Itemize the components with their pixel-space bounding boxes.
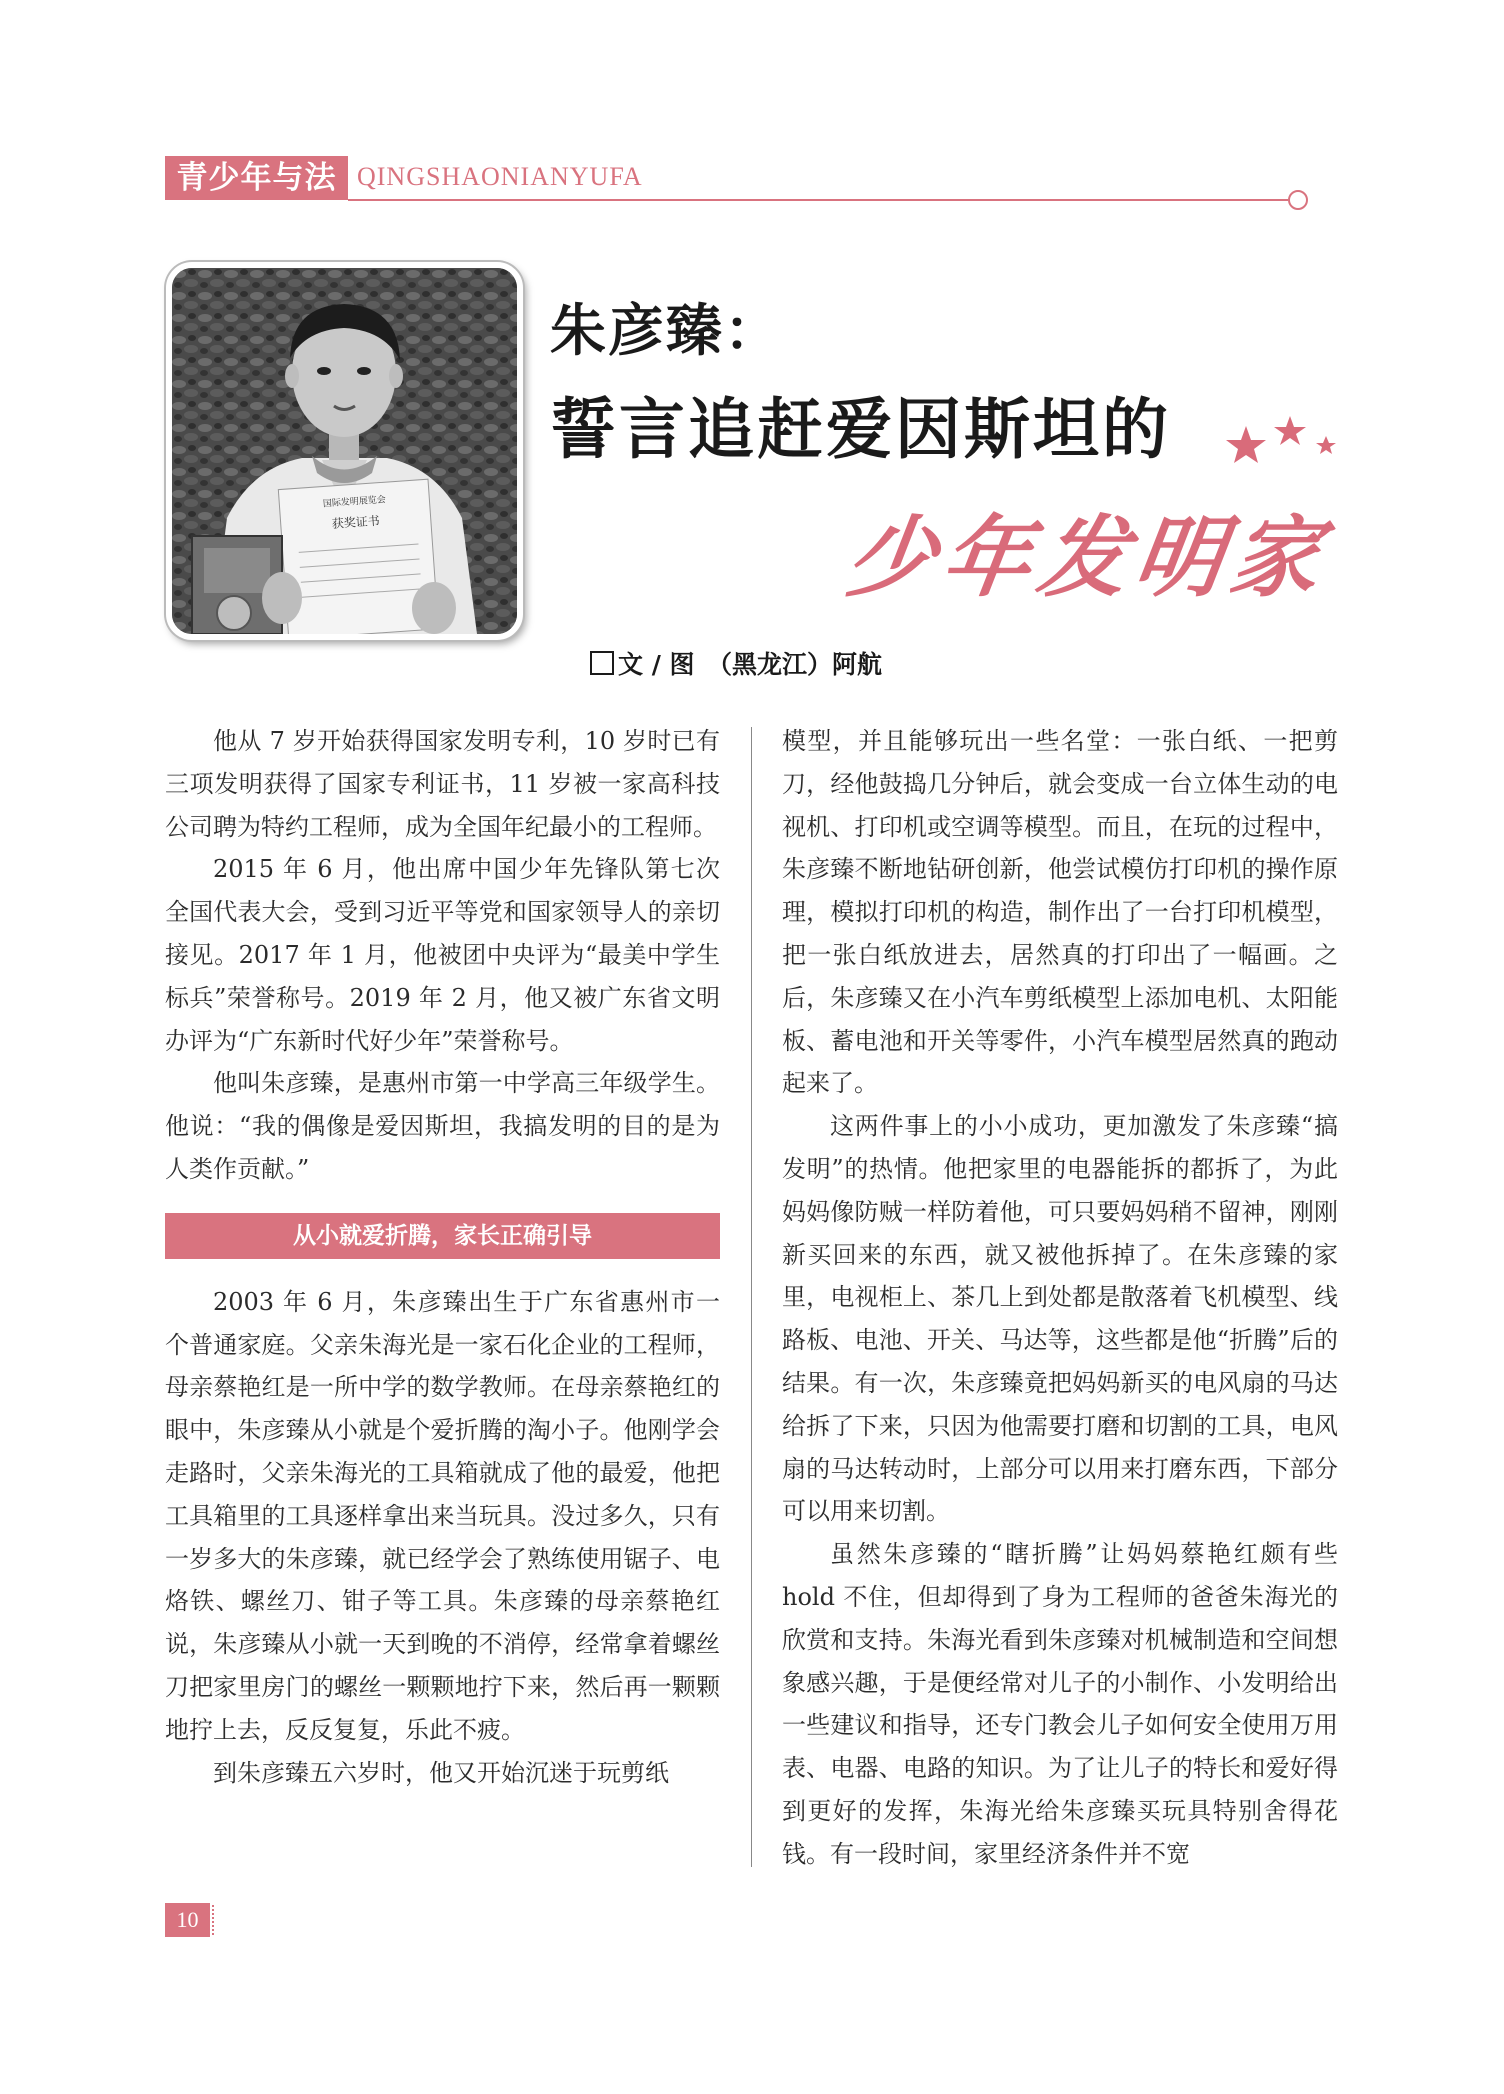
byline-text: 文 / 图 （黑龙江）阿航 <box>618 650 883 679</box>
portrait-illustration <box>172 268 517 634</box>
section-heading: 从小就爱折腾，家长正确引导 <box>165 1213 720 1259</box>
paragraph: 他叫朱彦臻，是惠州市第一中学高三年级学生。他说：“我的偶像是爱因斯坦，我搞发明的目的是为人类作贡献。” <box>165 1069 720 1183</box>
paragraph: 到朱彦臻五六岁时，他又开始沉迷于玩剪纸 <box>213 1758 669 1787</box>
header-rule <box>348 199 1288 201</box>
left-column <box>165 720 720 1794</box>
article-title-line2: 誓言追赶爱因斯坦的 <box>550 390 1171 468</box>
paragraph: 2003 年 6 月，朱彦臻出生于广东省惠州市一个普通家庭。父亲朱海光是一家石化企业的工程师，母亲蔡艳红是一所中学的数学教师。在母亲蔡艳红的眼中，朱彦臻从小就是个爱折腾的淘小子。他刚学会走路时，父亲朱海光的工具箱就成了他的最爱，他把工具箱里的工具逐样拿出来当玩具。没过多久，只有一岁多大的朱彦臻，就已经学会了熟练使用锯子、电烙铁、螺丝刀、钳子等工具。朱彦臻的母亲蔡艳红说，朱彦臻从小就一天到晚的不消停，经常拿着螺丝刀把家里房门的螺丝一颗颗地拧下来，然后再一颗颗地拧上去，反反复复，乐此不疲。 <box>165 1287 720 1744</box>
article-title-line3: 少年发明家 <box>839 505 1335 609</box>
section-tag: 青少年与法 <box>165 156 348 200</box>
section-header <box>165 152 1307 204</box>
paragraph: 这两件事上的小小成功，更加激发了朱彦臻“搞发明”的热情。他把家里的电器能拆的都拆了，为此妈妈像防贼一样防着他，可只要妈妈稍不留神，刚刚新买回来的东西，就又被他拆掉了。在朱彦臻的家里，电视柜上、茶几上到处都是散落着飞机模型、线路板、电池、开关、马达等，这些都是他“折腾”后的结果。有一次，朱彦臻竟把妈妈新买的电风扇的马达给拆了下来，只因为他需要打磨和切割的工具，电风扇的马达转动时，上部分可以用来打磨东西，下部分可以用来切割。 <box>782 1112 1338 1526</box>
paragraph: 虽然朱彦臻的“瞎折腾”让妈妈蔡艳红颇有些 hold 不住，但却得到了身为工程师的爸爸朱海光的欣赏和支持。朱海光看到朱彦臻对机械制造和空间想象感兴趣，于是便经常对儿子的小制作、小发明给出一些建议和指导，还专门教会儿子如何安全使用万用表、电器、电路的知识。为了让儿子的特长和爱好得到更好的发挥，朱海光给朱彦臻买玩具特别舍得花钱。有一段时间，家里经济条件并不宽 <box>782 1540 1338 1868</box>
page-number: 10 <box>165 1903 210 1937</box>
article-title-line1: 朱彦臻： <box>550 299 782 364</box>
header-rule-end-dot <box>1288 190 1308 210</box>
right-column <box>782 720 1338 1876</box>
paragraph: 他从 7 岁开始获得国家发明专利，10 岁时已有三项发明获得了国家专利证书，11 岁被一家高科技公司聘为特约工程师，成为全国年纪最小的工程师。 <box>165 727 720 841</box>
page-number-dots <box>212 1905 217 1935</box>
decorative-stars-icon <box>1218 412 1338 482</box>
byline-box-icon <box>590 651 614 675</box>
certificate-org: 国际发明展览会 <box>322 495 387 510</box>
column-divider <box>751 727 752 1867</box>
portrait-photo <box>166 262 523 640</box>
certificate-title: 获奖证书 <box>331 513 381 531</box>
paragraph: 2015 年 6 月，他出席中国少年先锋队第七次全国代表大会，受到习近平等党和国家领导人的亲切接见。2017 年 1 月，他被团中央评为“最美中学生标兵”荣誉称号。2019 年 2 月，他又被广东省文明办评为“广东新时代好少年”荣誉称号。 <box>165 855 720 1055</box>
paragraph: 模型，并且能够玩出一些名堂：一张白纸、一把剪刀，经他鼓捣几分钟后，就会变成一台立体生动的电视机、打印机或空调等模型。而且，在玩的过程中，朱彦臻不断地钻研创新，他尝试模仿打印机的操作原理，模拟打印机的构造，制作出了一台打印机模型，把一张白纸放进去，居然真的打印出了一幅画。之后，朱彦臻又在小汽车剪纸模型上添加电机、太阳能板、蓄电池和开关等零件，小汽车模型居然真的跑动起来了。 <box>782 727 1338 1098</box>
byline <box>590 645 882 681</box>
section-pinyin: QINGSHAONIANYUFA <box>357 162 643 191</box>
